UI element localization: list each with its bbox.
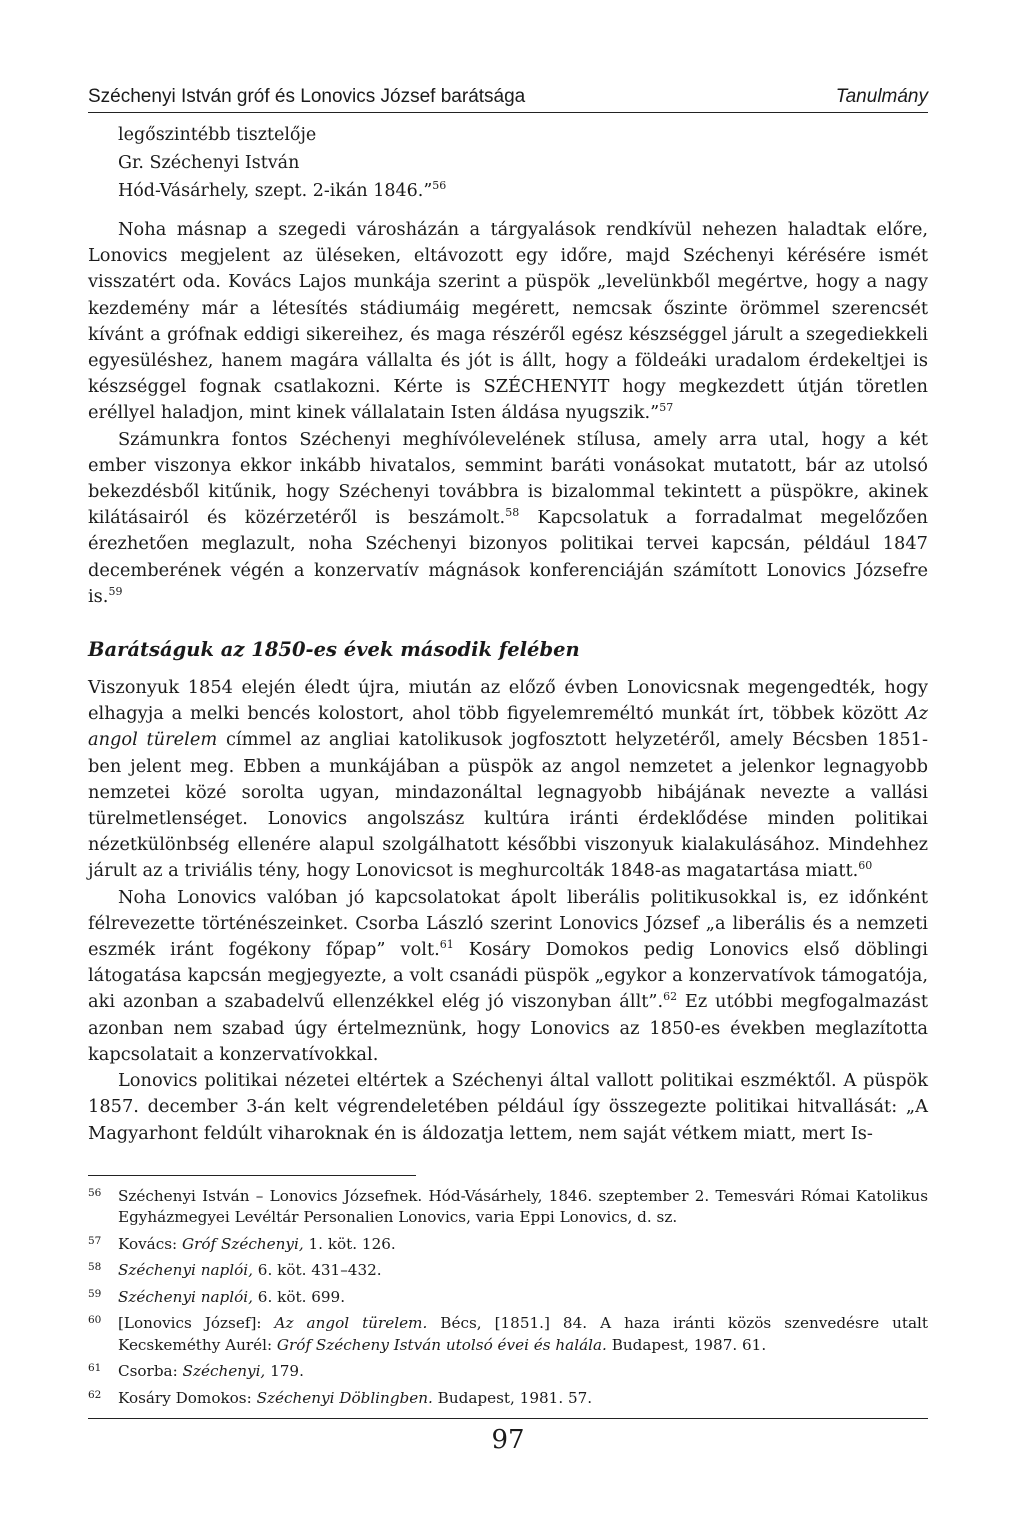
closing-date: Hód-Vásárhely, szept. 2-ikán 1846.”$^{56}$ — [118, 179, 447, 201]
footnote-ref: 61 — [439, 938, 454, 952]
footnote — [88, 1234, 928, 1256]
footnote — [88, 1186, 928, 1229]
paragraph: Számunkra fontos Széchenyi meghívólevelének stílusa, amely arra utal, hogy a két ember viszonya ekkor inkább hivatalos, semmint baráti vonásokat mutatott, bár az utolsó bekezdésből kitűnik, hogy Széchenyi továbbra is bizalommal tekintett a püspökre, akinek kilátásairól és közérzetéről is beszámolt.$^{58}$ Kapcsolatuk a forradalmat megelőzően érezhetően meglazult, noha Széchenyi bizonyos politikai tervei kapcsán, például 1847 decemberének végén a konzervatív mágnások konferenciáján számított Lonovics Józsefre is.$^{59}$ — [88, 428, 928, 607]
section-heading: Barátságuk az 1850-es évek második felében — [88, 638, 580, 662]
footer-rule — [88, 1418, 928, 1419]
footnote-ref: 60 — [858, 859, 873, 873]
footnote-ref: 57 — [659, 401, 674, 415]
footnote-text: Csorba: Széchenyi, 179. — [118, 1362, 304, 1381]
footnote-separator — [88, 1175, 416, 1176]
footnote — [88, 1313, 928, 1356]
footnote-text: [Lonovics József]: Az angol türelem. Bécs, [1851.] 84. A haza iránti közös szenvedésre utalt Kecskeméthy Aurél: Gróf Szécheny István utolsó évei és halála. Budapest, 1987. 61. — [118, 1314, 928, 1354]
footnote — [88, 1287, 928, 1309]
closing-signature: Gr. Széchenyi István — [118, 153, 300, 173]
footnote-number: 59 — [88, 1287, 102, 1300]
page-number: 97 — [491, 1425, 525, 1456]
footnote-number: 62 — [88, 1388, 102, 1401]
footnote-text: Széchenyi István – Lonovics Józsefnek. Hód-Vásárhely, 1846. szeptember 2. Temesvári Római Katolikus Egyházmegyei Levéltár Personalien Lonovics, varia Eppi Lonovics, d. sz. — [118, 1186, 928, 1227]
running-header — [88, 86, 928, 113]
footnote-ref: 56 — [432, 179, 447, 192]
footnote — [88, 1361, 928, 1383]
footnote — [88, 1388, 928, 1410]
paragraph: Noha Lonovics valóban jó kapcsolatokat ápolt liberális politikusokkal is, ez időnként félrevezette történészeinket. Csorba László szerint Lonovics József „a liberális és a nemzeti eszmék iránt fogékony főpap” volt.$^{61}$ Kosáry Domokos pedig Lonovics első döblingi látogatása kapcsán megjegyezte, a volt csanádi püspök „egykor a konzervatívok támogatója, aki azonban a szabadelvű ellenzékkel elég jó viszonyban állt”.$^{62}$ Ez utóbbi megfogalmazást azonban nem szabad úgy értelmeznünk, hogy Lonovics az 1850-es években meglazította kapcsolatait a konzervatívokkal. — [88, 886, 928, 1065]
footnote-number: 61 — [88, 1362, 102, 1375]
body-text — [88, 675, 928, 1147]
footnote-ref: 59 — [108, 584, 123, 598]
footnote — [88, 1260, 928, 1282]
footnote-number: 58 — [88, 1261, 102, 1274]
footnote-text: Kovács: Gróf Széchenyi, 1. köt. 126. — [118, 1234, 396, 1253]
footnote-text: Széchenyi naplói, 6. köt. 431–432. — [118, 1261, 382, 1280]
footnote-number: 56 — [88, 1186, 102, 1199]
running-title: Széchenyi István gróf és Lonovics József barátsága — [88, 86, 526, 107]
body-text — [88, 217, 928, 610]
footnote-ref: 58 — [505, 506, 520, 520]
paragraph: Lonovics politikai nézetei eltértek a Széchenyi által vallott politikai eszméktől. A püspök 1857. december 3-án kelt végrendeletében például így összegezte politikai hitvallását: „A Magyarhont feldúlt viharoknak én is áldozatja lettem, nem saját vétkem miatt, mert Is- — [88, 1070, 928, 1144]
footnotes — [88, 1186, 928, 1410]
closing-line: legőszintébb tisztelője — [118, 125, 317, 145]
paragraph: Viszonyuk 1854 elején éledt újra, miután az előző évben Lonovicsnak megengedték, hogy elhagyja a melki bencés kolostort, ahol több figyelemreméltó munkát írt, többek között Az angol türelem címmel az angliai katolikusok jogfosztott helyzetéről, amely Bécsben 1851-ben jelent meg. Ebben a munkájában a püspök az angol nemzetet a jelenkor legnagyobb nemzetei közé sorolta ugyan, mindazonáltal legnagyobb hibájának nevezte a vallási türelmetlenséget. Lonovics angolszász kultúra iránti érdeklődése minden politikai nézetkülönbség ellenére alapul szolgálhatott későbbi viszonyuk kialakulásához. Mindehhez járult az a triviális tény, hogy Lonovicsot is meghurcolták 1848-as magatartása miatt.$^{60}$ — [88, 677, 928, 882]
document-page — [88, 86, 928, 1455]
footnote-number: 60 — [88, 1314, 102, 1327]
footnote-text: Kosáry Domokos: Széchenyi Döblingben. Budapest, 1981. 57. — [118, 1388, 593, 1407]
footnote-number: 57 — [88, 1234, 102, 1247]
footnote-text: Széchenyi naplói, 6. köt. 699. — [118, 1287, 346, 1306]
letter-closing — [118, 121, 928, 205]
footnote-ref: 62 — [663, 990, 678, 1004]
paragraph: Noha másnap a szegedi városházán a tárgyalások rendkívül nehezen haladtak előre, Lonovics megjelent az üléseken, eltávozott egy időre, majd Széchenyi kérésére ismét visszatért oda. Kovács Lajos munkája szerint a püspök „levelünkből megértve, hogy a nagy kezdemény már a létesítés stádiumáig megérett, nemcsak őszinte örömmel szerencsét kívánt a grófnak eddigi sikereihez, és maga részéről egész készséggel járult a szegediekkeli egyesüléshez, hanem magára vállalta és jót is állt, hogy a földeáki uradalom érdekeltjei is készséggel fognak csatlakozni. Kérte is SZÉCHENYIT hogy megkezdett útján töretlen eréllyel haladjon, mint kinek vállalatain Isten áldása nyugszik.”$^{57}$ — [88, 219, 928, 424]
running-section: Tanulmány — [835, 86, 928, 107]
